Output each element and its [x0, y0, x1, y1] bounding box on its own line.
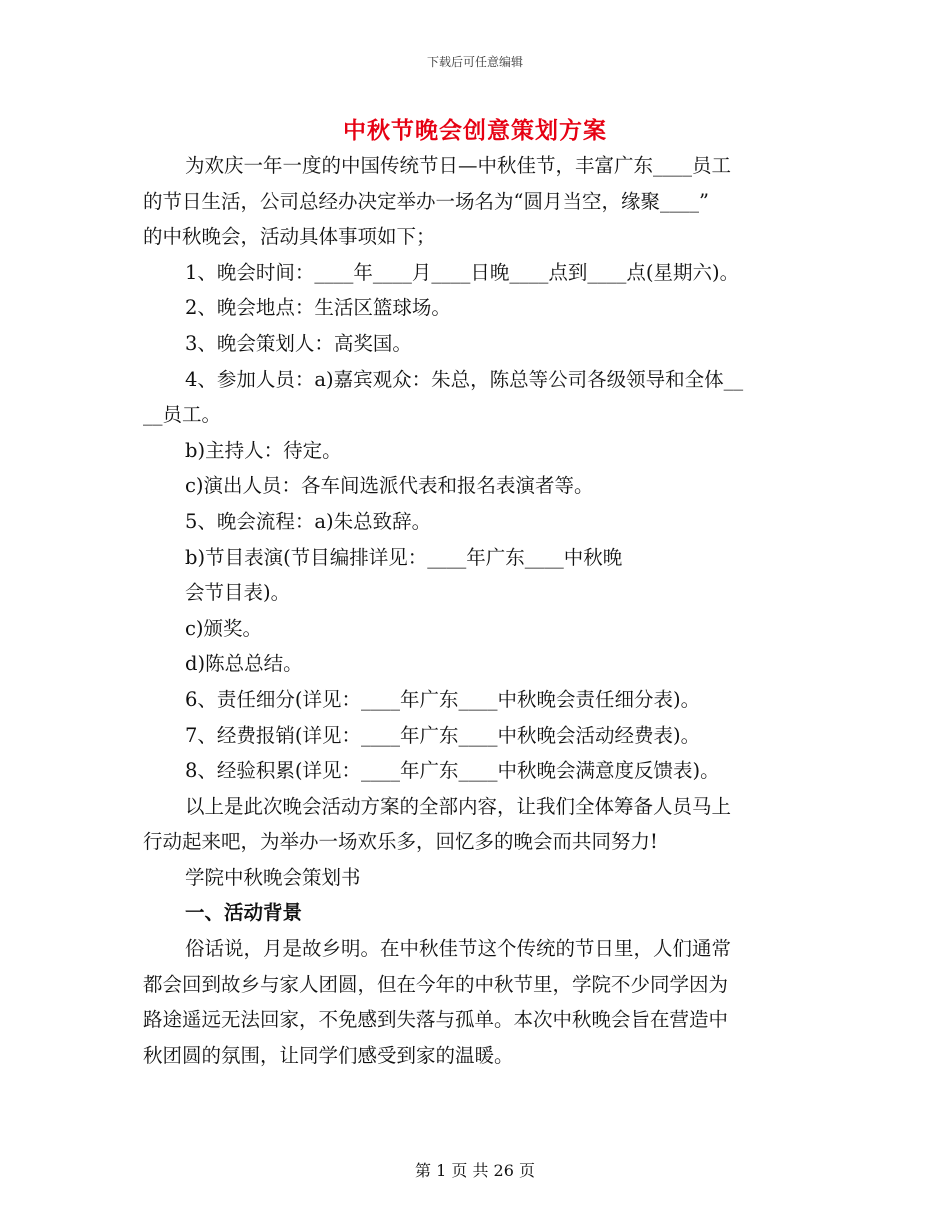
text-line: 1、晚会时间：____年____月____日晚____点到____点(星期六)。	[185, 260, 740, 284]
text-line: 的中秋晚会，活动具体事项如下；	[143, 225, 436, 249]
text-line: 俗话说，月是故乡明。在中秋佳节这个传统的节日里，人们通常	[185, 937, 732, 961]
header-note: 下载后可任意编辑	[426, 55, 523, 69]
text-line: 以上是此次晚会活动方案的全部内容，让我们全体筹备人员马上	[185, 794, 732, 818]
text-line: 4、参加人员：a)嘉宾观众：朱总，陈总等公司各级领导和全体__	[185, 367, 744, 391]
text-line: 行动起来吧，为举办一场欢乐多，回忆多的晚会而共同努力!	[143, 830, 658, 854]
text-line: b)节目表演(节目编排详见：____年广东____中秋晚	[185, 545, 623, 569]
text-line: d)陈总总结。	[185, 652, 303, 676]
page-footer: 第 1 页 共 26 页	[415, 1161, 535, 1180]
document-title: 中秋节晚会创意策划方案	[343, 117, 607, 144]
text-line: c)颁奖。	[185, 616, 263, 640]
text-line: b)主持人：待定。	[185, 438, 342, 462]
text-line: 7、经费报销(详见：____年广东____中秋晚会活动经费表)。	[185, 723, 701, 747]
text-line: 秋团圆的氛围，让同学们感受到家的温暖。	[143, 1043, 514, 1067]
section-heading: 一、活动背景	[185, 901, 303, 925]
text-line: __员工。	[143, 403, 222, 427]
document-body	[143, 148, 808, 1073]
text-line: 会节目表)。	[185, 581, 291, 605]
text-line: 都会回到故乡与家人团圆，但在今年的中秋节里，学院不少同学因为	[143, 972, 729, 996]
text-line: 3、晚会策划人：高奖国。	[185, 331, 412, 355]
text-line: 5、晚会流程：a)朱总致辞。	[185, 509, 432, 533]
text-line: 6、责任细分(详见：____年广东____中秋晚会责任细分表)。	[185, 687, 701, 711]
text-line: 路途遥远无法回家，不免感到失落与孤单。本次中秋晚会旨在营造中	[143, 1008, 729, 1032]
text-line: c)演出人员：各车间选派代表和报名表演者等。	[185, 474, 594, 498]
text-line: 的节日生活，公司总经办决定举办一场名为“圆月当空，缘聚____”	[143, 189, 709, 213]
text-line: 为欢庆一年一度的中国传统节日—中秋佳节，丰富广东____员工	[185, 154, 732, 177]
text-line: 学院中秋晚会策划书	[185, 865, 361, 889]
text-line: 8、经验积累(详见：____年广东____中秋晚会满意度反馈表)。	[185, 759, 720, 783]
text-line: 2、晚会地点：生活区篮球场。	[185, 296, 451, 320]
